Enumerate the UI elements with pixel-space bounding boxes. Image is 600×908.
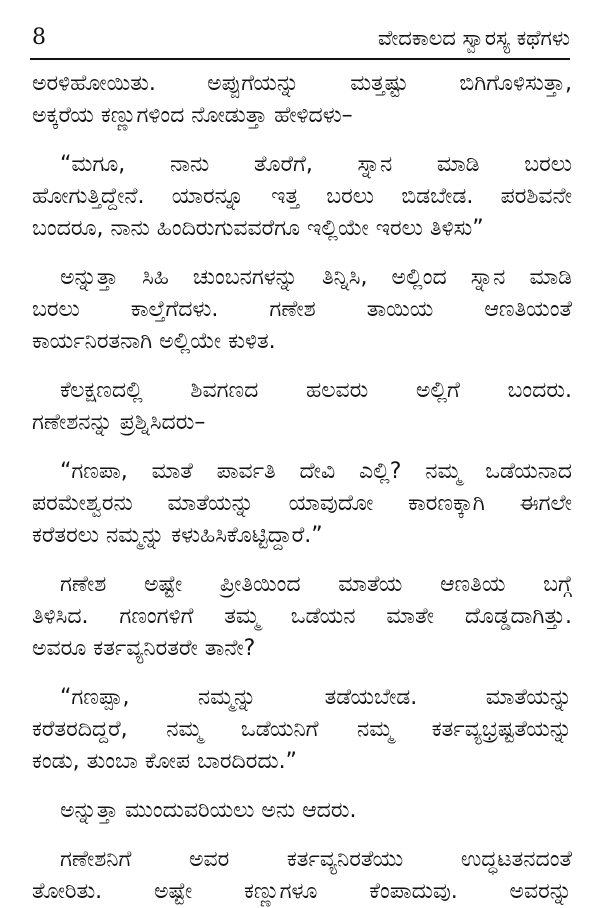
page-number: 8	[32, 25, 46, 50]
text-line: ಅಕ್ಕರೆಯ ಕಣ್ಣುಗಳಿಂದ ನೋಡುತ್ತಾ ಹೇಳಿದಳು–	[32, 103, 353, 128]
text-line: ಗಣೇಶನನ್ನು ಪ್ರಶ್ನಿಸಿದರು–	[32, 410, 206, 435]
paragraph-9	[32, 844, 572, 908]
text-line: ತಿಳಿಸಿದ. ಗಣಂಗಳಿಗೆ ತಮ್ಮ ಒಡೆಯನ ಮಾತೇ ದೊಡ್ಡದಾಗಿತ್ತು.	[32, 604, 572, 629]
paragraph-1	[32, 68, 572, 132]
text-line: ತೋರಿತು. ಅಷ್ಟೇ ಕಣ್ಣುಗಳೂ ಕೆಂಪಾದುವು. ಅವರನ್ನು	[32, 879, 572, 904]
text-line: ಕರೆತರದಿದ್ದರೆ, ನಮ್ಮ ಒಡೆಯನಿಗೆ ನಮ್ಮ ಕರ್ತವ್ಯಭ್ರಷ್ಟತೆಯನ್ನು	[32, 717, 572, 742]
text-line: ಅರಳಿಹೋಯಿತು. ಅಪ್ಪುಗೆಯನ್ನು ಮತ್ತಷ್ಟು ಬಿಗಿಗೊಳಿಸುತ್ತಾ,	[32, 71, 572, 96]
text-line: “ಮಗೂ, ನಾನು ತೊರೆಗೆ, ಸ್ನಾನ ಮಾಡಿ ಬರಲು	[60, 152, 572, 177]
paragraph-6	[32, 569, 572, 665]
text-line: ಪರಮೇಶ್ವರನು ಮಾತೆಯನ್ನು ಯಾವುದೋ ಕಾರಣಕ್ಕಾಗಿ ಈಗಲೇ	[32, 491, 572, 516]
running-title: ವೇದಕಾಲದ ಸ್ವಾರಸ್ಯ ಕಥೆಗಳು	[377, 26, 570, 50]
text-line: “ಗಣಪ್ಪಾ, ನಮ್ಮನ್ನು ತಡೆಯಬೇಡ. ಮಾತೆಯನ್ನು	[60, 685, 572, 710]
text-line: ಕಂಡು, ತುಂಬಾ ಕೋಪ ಬಾರದಿರದು.”	[32, 749, 297, 774]
body-text	[32, 68, 572, 904]
text-line: ಅವರೂ ಕರ್ತವ್ಯನಿರತರೇ ತಾನೇ?	[32, 636, 256, 661]
paragraph-2	[32, 149, 572, 245]
text-line: ಬಂದರೂ, ನಾನು ಹಿಂದಿರುಗುವವರೆಗೂ ಇಲ್ಲಿಯೇ ಇರಲು ತಿಳಿಸು”	[32, 216, 484, 241]
text-line: ಕಾರ್ಯನಿರತನಾಗಿ ಅಲ್ಲಿಯೇ ಕುಳಿತ.	[32, 329, 276, 354]
text-line: ಬರಲು ಕಾಲ್ತೆಗೆದಳು. ಗಣೇಶ ತಾಯಿಯ ಆಣತಿಯಂತೆ	[32, 297, 572, 322]
text-line: “ಗಣಪಾ, ಮಾತೆ ಪಾರ್ವತಿ ದೇವಿ ಎಲ್ಲಿ? ನಮ್ಮ ಒಡೆಯನಾದ	[60, 459, 572, 484]
text-line: ಗಣೇಶ ಅಷ್ಟೇ ಪ್ರೀತಿಯಿಂದ ಮಾತೆಯ ಆಣತಿಯ ಬಗ್ಗೆ	[60, 572, 572, 597]
paragraph-5	[32, 456, 572, 552]
text-line: ಅನ್ನುತ್ತಾ ಮುಂದುವರಿಯಲು ಅನು ಆದರು.	[60, 798, 357, 823]
text-line: ಹೋಗುತ್ತಿದ್ದೇನೆ. ಯಾರನ್ನೂ ಇತ್ತ ಬರಲು ಬಿಡಬೇಡ. ಪರಶಿವನೇ	[32, 184, 572, 209]
text-line: ಕರೆತರಲು ನಮ್ಮನ್ನು ಕಳುಹಿಸಿಕೊಟ್ಟಿದ್ದಾರೆ.”	[32, 523, 323, 548]
paragraph-7	[32, 682, 572, 778]
text-line: ಕೆಲಕ್ಷಣದಲ್ಲಿ ಶಿವಗಣದ ಹಲವರು ಅಲ್ಲಿಗೆ ಬಂದರು.	[60, 378, 572, 403]
running-head	[30, 20, 570, 56]
header-rule	[30, 58, 570, 60]
paragraph-8	[32, 795, 572, 827]
text-line: ಅನ್ನುತ್ತಾ ಸಿಹಿ ಚುಂಬನಗಳನ್ನು ತಿನ್ನಿಸಿ, ಅಲ್ಲಿಂದ ಸ್ನಾನ ಮಾಡಿ	[60, 265, 572, 290]
paragraph-3	[32, 262, 572, 358]
paragraph-4	[32, 375, 572, 439]
text-line: ಗಣೇಶನಿಗೆ ಅವರ ಕರ್ತವ್ಯನಿರತೆಯು ಉದ್ಧಟತನದಂತೆ	[60, 847, 572, 872]
